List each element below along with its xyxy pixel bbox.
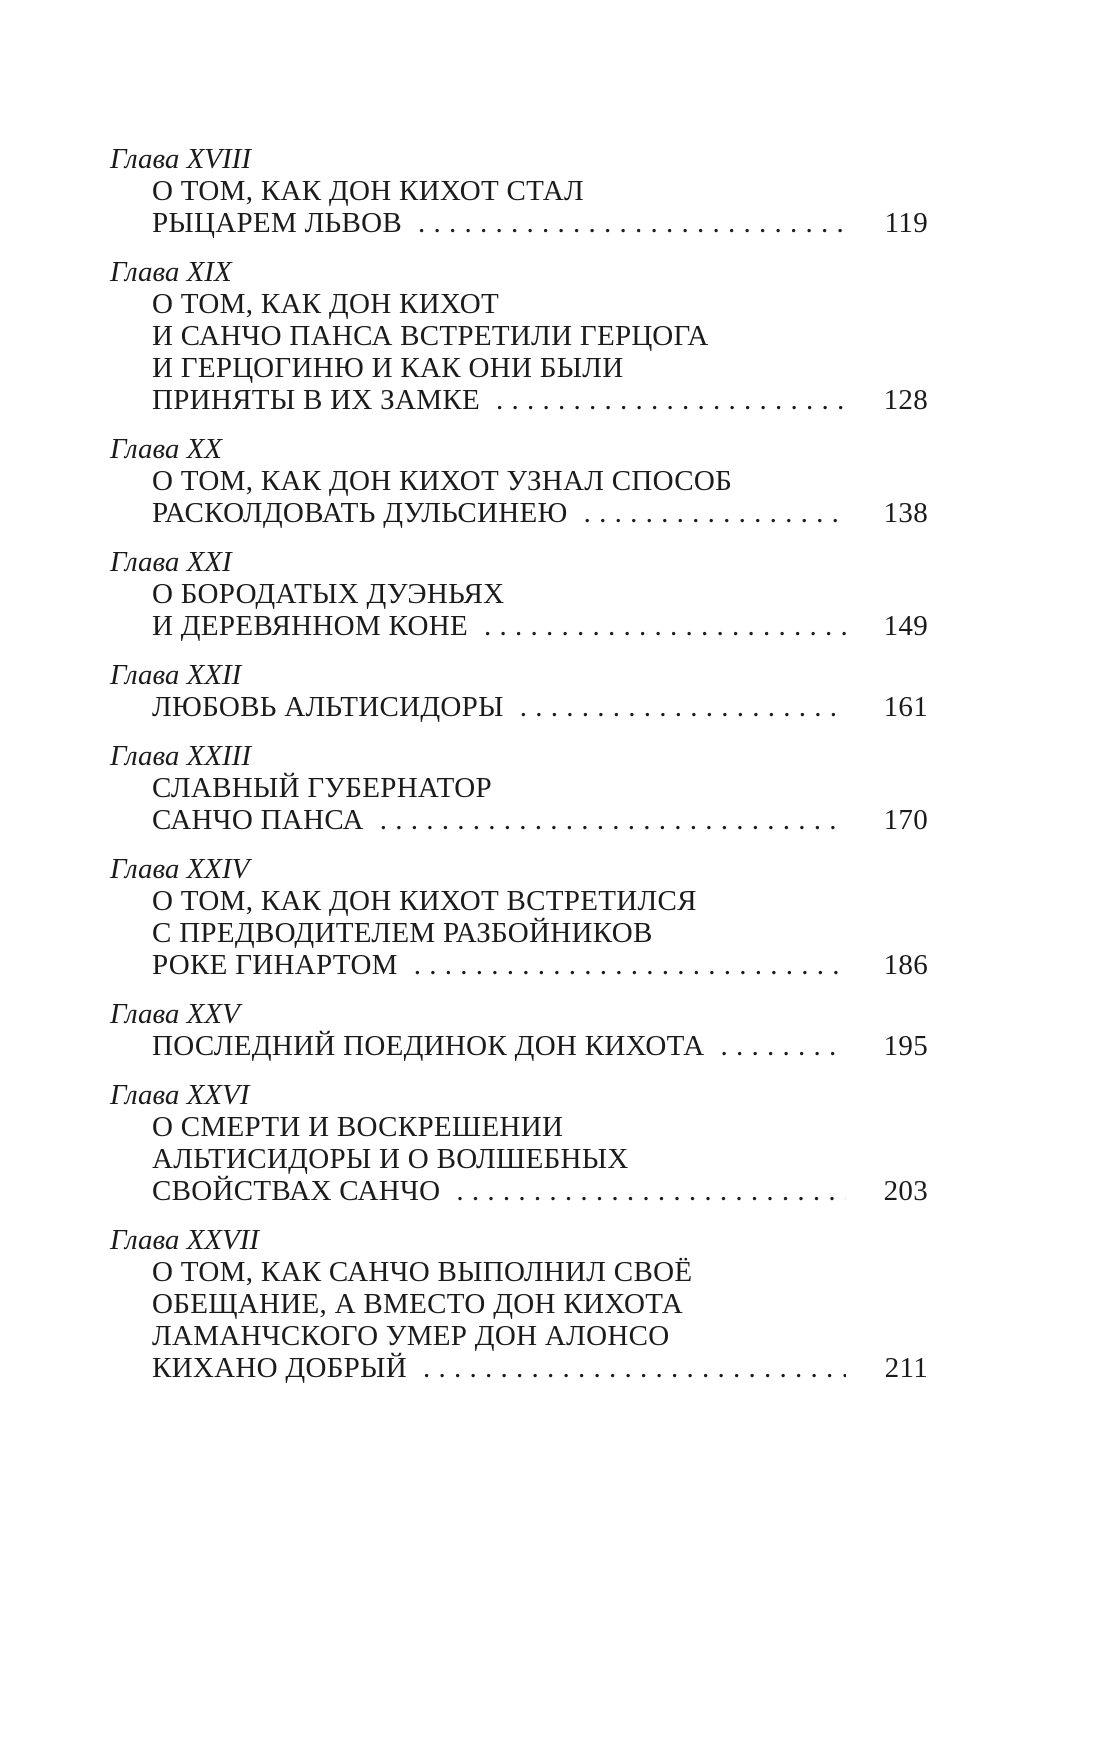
page-number: 203 <box>883 1175 928 1207</box>
dot-leader <box>456 1175 846 1207</box>
chapter-heading: Глава XVIII <box>110 143 251 175</box>
title-line <box>152 207 928 239</box>
chapter-title-text: КИХАНО ДОБРЫЙ <box>152 1352 407 1384</box>
dot-leader <box>496 384 846 416</box>
title-lines <box>110 1030 928 1062</box>
chapter-heading: Глава XXIII <box>110 740 251 772</box>
title-lines <box>110 578 928 642</box>
title-lines <box>110 885 928 981</box>
dot-leader <box>484 610 846 642</box>
toc-entry <box>110 998 928 1062</box>
dot-leader <box>520 691 846 723</box>
chapter-heading: Глава XIX <box>110 256 232 288</box>
chapter-title-text: О БОРОДАТЫХ ДУЭНЬЯХ <box>152 578 505 610</box>
title-line <box>152 1288 928 1320</box>
title-lines <box>110 1111 928 1207</box>
page-number: 195 <box>883 1030 928 1062</box>
page-number: 186 <box>883 949 928 981</box>
title-lines <box>110 175 928 239</box>
chapter-title-text: О ТОМ, КАК ДОН КИХОТ СТАЛ <box>152 175 584 207</box>
title-line <box>152 497 928 529</box>
page-number: 149 <box>883 610 928 642</box>
toc-list <box>110 143 928 1384</box>
toc-entry <box>110 1079 928 1207</box>
chapter-title-text: ОБЕЩАНИЕ, А ВМЕСТО ДОН КИХОТА <box>152 1288 684 1320</box>
toc-entry <box>110 256 928 416</box>
page-number: 170 <box>883 804 928 836</box>
chapter-title-text: СЛАВНЫЙ ГУБЕРНАТОР <box>152 772 492 804</box>
title-line <box>152 465 928 497</box>
toc-entry <box>110 740 928 836</box>
chapter-title-text: РАСКОЛДОВАТЬ ДУЛЬСИНЕЮ <box>152 497 568 529</box>
chapter-title-text: О ТОМ, КАК ДОН КИХОТ <box>152 288 499 320</box>
chapter-title-text: О ТОМ, КАК САНЧО ВЫПОЛНИЛ СВОЁ <box>152 1256 693 1288</box>
title-line <box>152 691 928 723</box>
chapter-title-text: РЫЦАРЕМ ЛЬВОВ <box>152 207 403 239</box>
title-line <box>152 917 928 949</box>
title-line <box>152 1320 928 1352</box>
title-line <box>152 949 928 981</box>
page-number: 119 <box>884 207 928 239</box>
toc-entry <box>110 433 928 529</box>
dot-leader <box>720 1030 846 1062</box>
chapter-heading: Глава XXIV <box>110 853 250 885</box>
chapter-title-text: О ТОМ, КАК ДОН КИХОТ ВСТРЕТИЛСЯ <box>152 885 697 917</box>
chapter-heading: Глава XXVII <box>110 1224 260 1256</box>
toc-page <box>110 143 928 1401</box>
chapter-heading: Глава XXV <box>110 998 240 1030</box>
title-lines <box>110 1256 928 1384</box>
title-line <box>152 288 928 320</box>
dot-leader <box>380 804 846 836</box>
toc-entry <box>110 143 928 239</box>
title-lines <box>110 772 928 836</box>
dot-leader <box>418 207 846 239</box>
title-line <box>152 175 928 207</box>
title-line <box>152 1175 928 1207</box>
chapter-title-text: СВОЙСТВАХ САНЧО <box>152 1175 441 1207</box>
title-line <box>152 1030 928 1062</box>
title-lines <box>110 691 928 723</box>
title-line <box>152 384 928 416</box>
chapter-title-text: РОКЕ ГИНАРТОМ <box>152 949 398 981</box>
chapter-title-text: ПОСЛЕДНИЙ ПОЕДИНОК ДОН КИХОТА <box>152 1030 705 1062</box>
title-line <box>152 1256 928 1288</box>
dot-leader <box>584 497 846 529</box>
title-lines <box>110 465 928 529</box>
dot-leader <box>423 1352 846 1384</box>
chapter-heading: Глава XXVI <box>110 1079 250 1111</box>
page-number: 161 <box>883 691 928 723</box>
title-line <box>152 610 928 642</box>
page-number: 211 <box>884 1352 928 1384</box>
toc-entry <box>110 853 928 981</box>
title-line <box>152 578 928 610</box>
dot-leader <box>414 949 846 981</box>
toc-entry <box>110 659 928 723</box>
chapter-title-text: ЛАМАНЧСКОГО УМЕР ДОН АЛОНСО <box>152 1320 670 1352</box>
toc-entry <box>110 1224 928 1384</box>
chapter-heading: Глава XX <box>110 433 223 465</box>
chapter-heading: Глава XXI <box>110 546 232 578</box>
chapter-title-text: САНЧО ПАНСА <box>152 804 364 836</box>
chapter-title-text: О СМЕРТИ И ВОСКРЕШЕНИИ <box>152 1111 564 1143</box>
toc-entry <box>110 546 928 642</box>
title-line <box>152 1111 928 1143</box>
title-line <box>152 772 928 804</box>
page-number: 128 <box>883 384 928 416</box>
title-lines <box>110 288 928 416</box>
title-line <box>152 320 928 352</box>
chapter-title-text: И ГЕРЦОГИНЮ И КАК ОНИ БЫЛИ <box>152 352 624 384</box>
title-line <box>152 1143 928 1175</box>
chapter-title-text: ПРИНЯТЫ В ИХ ЗАМКЕ <box>152 384 480 416</box>
chapter-title-text: И САНЧО ПАНСА ВСТРЕТИЛИ ГЕРЦОГА <box>152 320 709 352</box>
chapter-title-text: О ТОМ, КАК ДОН КИХОТ УЗНАЛ СПОСОБ <box>152 465 733 497</box>
title-line <box>152 885 928 917</box>
title-line <box>152 352 928 384</box>
page-number: 138 <box>883 497 928 529</box>
title-line <box>152 804 928 836</box>
chapter-title-text: С ПРЕДВОДИТЕЛЕМ РАЗБОЙНИКОВ <box>152 917 653 949</box>
chapter-heading: Глава XXII <box>110 659 242 691</box>
chapter-title-text: АЛЬТИСИДОРЫ И О ВОЛШЕБНЫХ <box>152 1143 629 1175</box>
chapter-title-text: ЛЮБОВЬ АЛЬТИСИДОРЫ <box>152 691 504 723</box>
chapter-title-text: И ДЕРЕВЯННОМ КОНЕ <box>152 610 468 642</box>
title-line <box>152 1352 928 1384</box>
